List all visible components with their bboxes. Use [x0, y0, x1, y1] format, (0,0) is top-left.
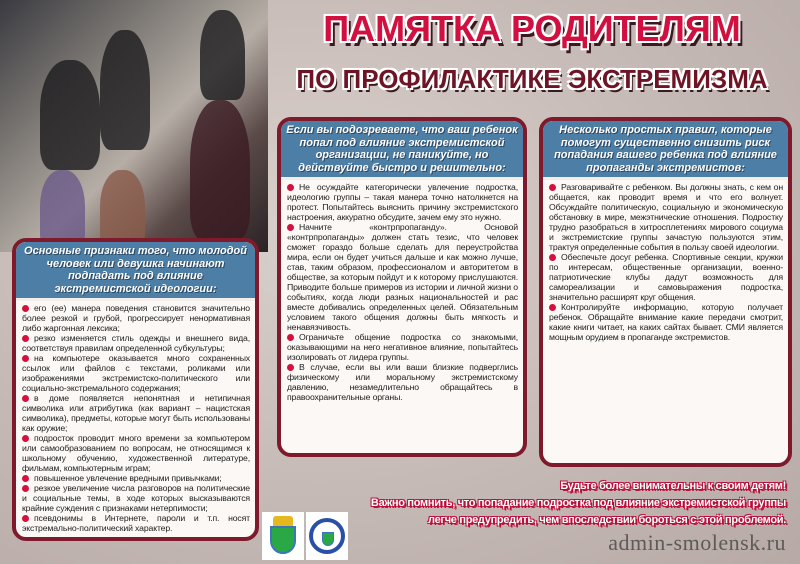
closing-message-line-2: легче предупредить, чем впоследствии бороться с этой проблемой.	[428, 514, 786, 526]
bullet-icon	[549, 304, 556, 311]
list-item: подросток проводит много времени за компьютером или самообразованием по вопросам, не относящимся к школьному обучению, художественной литературе, фильмам, компьютерным играм;	[22, 433, 250, 473]
list-item: в доме появляется непонятная и нетипичная символика или атрибутика (как вариант – нацистская символика), предметы, которые могут быть использованы как оружие;	[22, 393, 250, 433]
bullet-icon	[22, 435, 29, 442]
list-item: Разговаривайте с ребенком. Вы должны знать, с кем он общается, как проводит время и что его волнует. Обсуждайте политическую, социальную и экономическую обстановку в мире, межэтнические отношения. Подростку трудно разобраться в хитросплетениях мирового социума и экстремистские группы зачастую пользуются этим, трактуя определенные события в пользу своей идеологии.	[549, 182, 783, 252]
list-item: псевдонимы в Интернете, пароли и т.п. носят экстремально-политический характер.	[22, 513, 250, 533]
bullet-icon	[549, 184, 556, 191]
bullet-icon	[287, 224, 294, 231]
list-item: Контролируйте информацию, которую получает ребенок. Обращайте внимание какие передачи смотрит, какие книги читает, на каких сайтах бывает. СМИ является мощным орудием в пропаганде экстремистов.	[549, 302, 783, 342]
list-item: Не осуждайте категорически увлечение подростка, идеологию группы – такая манера точно натолкнется на протест. Попытайтесь выяснить причину экстремистского настроения, аккуратно обсудите, зачем ему это нужно.	[287, 182, 518, 222]
bullet-icon	[22, 355, 29, 362]
signs-heading: Основные признаки того, что молодой человек или девушка начинают подпадать под влияние экстремистской идеологии:	[16, 242, 255, 301]
coat-of-arms-icon	[262, 512, 304, 560]
list-item: его (ее) манера поведения становится значительно более резкой и грубой, прогрессирует ненормативная либо жаргонная лексика;	[22, 303, 250, 333]
bullet-icon	[22, 475, 29, 482]
teenagers-photo	[0, 0, 268, 252]
list-item: резко изменяется стиль одежды и внешнего вида, соответствуя правилам определенной субкультуры;	[22, 333, 250, 353]
emblem-icon	[306, 512, 348, 560]
bullet-icon	[22, 335, 29, 342]
bullet-icon	[22, 515, 29, 522]
bullet-icon	[287, 184, 294, 191]
bullet-icon	[287, 334, 294, 341]
list-item: повышенное увлечение вредными привычками;	[22, 473, 250, 483]
bullet-icon	[287, 364, 294, 371]
rules-list	[543, 180, 788, 342]
bullet-icon	[22, 305, 29, 312]
signs-list	[16, 301, 255, 533]
poster-title: ПАМЯТКА РОДИТЕЛЯМ	[323, 8, 741, 49]
list-item: Обеспечьте досуг ребенка. Спортивные секции, кружки по интересам, общественные организации, военно-патриотические клубы дадут возможность для самореализации и самовыражения подростка, значительно расширят круг общения.	[549, 252, 783, 302]
rules-heading: Несколько простых правил, которые помогут существенно снизить риск попадания вашего ребенка под влияние пропаганды экстремистов:	[543, 121, 788, 180]
actions-list	[281, 180, 523, 402]
closing-message-line-1: Важно помнить, что попадание подростка под влияние экстремистской группы	[370, 497, 786, 509]
actions-heading: Если вы подозреваете, что ваш ребенок попал под влияние экстремистской организации, не паникуйте, но действуйте быстро и решительно:	[281, 121, 523, 180]
poster-subtitle: ПО ПРОФИЛАКТИКЕ ЭКСТРЕМИЗМА	[296, 64, 768, 94]
website-url: admin-smolensk.ru	[608, 530, 786, 555]
bullet-icon	[22, 395, 29, 402]
rules-box	[539, 117, 792, 467]
closing-slogan: Будьте более внимательны к своим детям!	[560, 480, 786, 492]
list-item: на компьютере оказывается много сохраненных ссылок или файлов с текстами, роликами или изображениями экстремистско-политического или социально-экстремального содержания;	[22, 353, 250, 393]
bullet-icon	[22, 485, 29, 492]
list-item: В случае, если вы или ваши близкие подверглись физическому или моральному экстремистскому давлению, незамедлительно обращайтесь в правоохранительные органы.	[287, 362, 518, 402]
list-item: Ограничьте общение подростка со знакомыми, оказывающими на него негативное влияние, попытайтесь изолировать от лидера группы.	[287, 332, 518, 362]
signs-box	[12, 238, 259, 541]
bullet-icon	[549, 254, 556, 261]
list-item: резкое увеличение числа разговоров на политические и социальные темы, в ходе которых высказываются крайние суждения с признаками нетерпимости;	[22, 483, 250, 513]
list-item: Начните «контрпропаганду». Основой «контрпропаганды» должен стать тезис, что человек сможет гораздо больше сделать для переустройства мира, если он будет учиться дальше и как можно лучше, став, таким образом, профессионалом и авторитетом в обществе, за которым пойдут и к которому прислушаются. Приводите больше примеров из истории и личной жизни о событиях, когда люди разных национальностей и рас вместе добивались определенных целей. Обязательным условием такого общения должны быть мягкость и ненавязчивость.	[287, 222, 518, 332]
actions-box	[277, 117, 527, 457]
